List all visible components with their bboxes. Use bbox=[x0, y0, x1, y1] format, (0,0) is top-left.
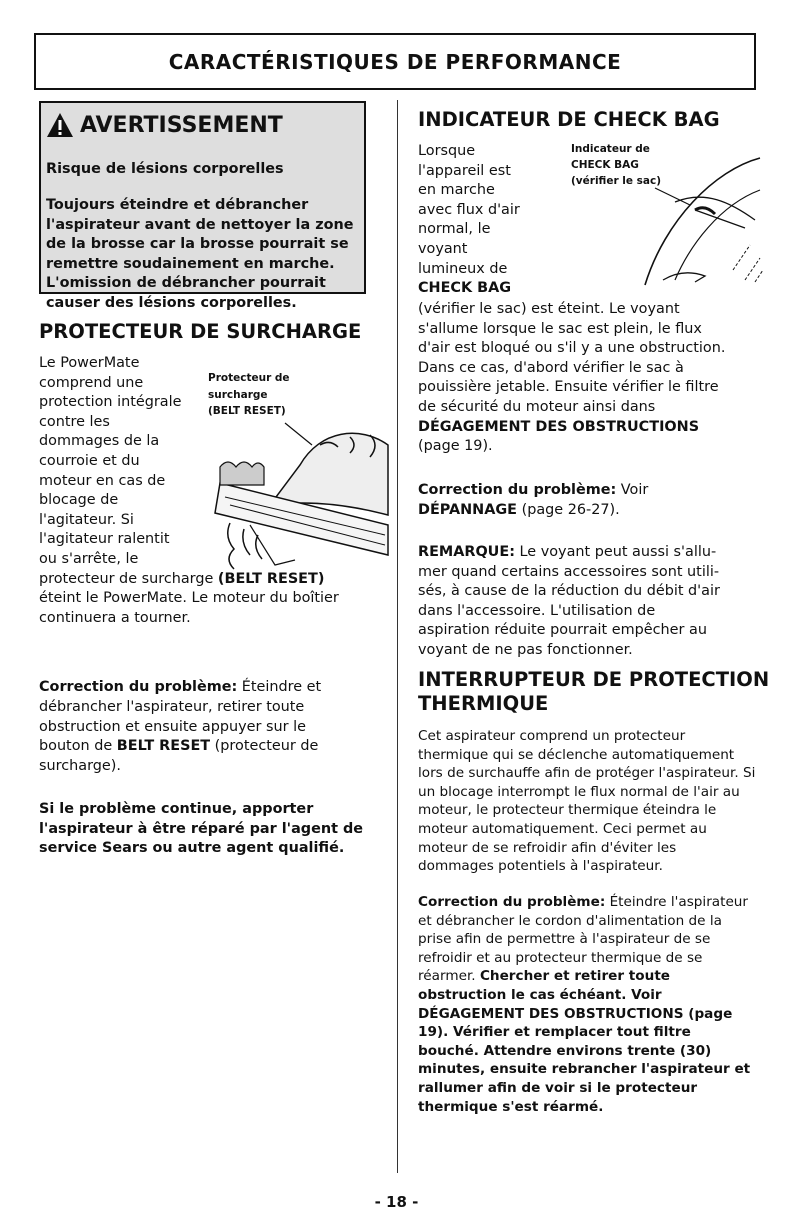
surcharge-text: protecteur de surcharge bbox=[39, 570, 218, 587]
correction-line bbox=[418, 501, 768, 521]
checkbag-line: normal, le bbox=[418, 221, 491, 238]
surcharge-line: éteint le PowerMate. Le moteur du boîtier bbox=[39, 590, 339, 607]
correction-label: Correction du problème: bbox=[418, 894, 606, 910]
surcharge-line: courroie et du bbox=[39, 452, 140, 469]
correction-label: Correction du problème: bbox=[418, 482, 617, 498]
surcharge-persist: Si le problème continue, apporter l'aspirateur à être réparé par l'agent de service Sears ou autre agent qualifié. bbox=[39, 801, 364, 857]
warning-title-text: AVERTISSEMENT bbox=[80, 112, 283, 138]
surcharge-line: l'agitateur ralentit bbox=[39, 531, 170, 548]
correction-line: obstruction et ensuite appuyer sur le bbox=[39, 718, 306, 735]
surcharge-heading: PROTECTEUR DE SURCHARGE bbox=[39, 320, 362, 343]
caption-line: Protecteur de bbox=[208, 372, 290, 384]
page-number: - 18 - bbox=[374, 1193, 419, 1211]
column-divider bbox=[397, 100, 398, 1173]
checkbag-body bbox=[418, 300, 768, 457]
remark-text: Le voyant peut aussi s'allu- bbox=[514, 544, 717, 560]
surcharge-correction bbox=[39, 678, 369, 698]
thermal-heading-line: INTERRUPTEUR DE PROTECTION bbox=[418, 668, 770, 691]
caption-line: surcharge bbox=[208, 389, 268, 401]
remark-line: voyant de ne pas fonctionner. bbox=[418, 641, 633, 658]
checkbag-line: en marche bbox=[418, 182, 495, 199]
correction-line bbox=[39, 737, 369, 757]
correction-bold-text: Chercher et retirer toute obstruction le cas échéant. Voir DÉGAGEMENT DES OBSTRUCTIONS (page 19). Vérifier et remplacer tout filtre bouché. Attendre environs trente (30) minutes, ensuite rebrancher l'aspirateur et rallumer afin de voir si le protecteur thermique s'est réarmé. bbox=[418, 968, 751, 1115]
warning-body: Toujours éteindre et débrancher l'aspirateur avant de nettoyer la zone de la brosse car la brosse pourrait se remettre soudainement en marche. L'omission de débrancher pourrait causer des lésions corporelles. bbox=[46, 197, 354, 311]
check-bag-illustration bbox=[555, 150, 765, 295]
surcharge-line: l'agitateur. Si bbox=[39, 511, 134, 528]
surcharge-line: ou s'arrête, le bbox=[39, 550, 139, 567]
remark-line bbox=[418, 543, 778, 563]
correction-text: (protecteur de bbox=[210, 738, 319, 755]
correction-line bbox=[418, 481, 768, 501]
correction-label: Correction du problème: bbox=[39, 679, 238, 695]
checkbag-line: l'appareil est bbox=[418, 162, 511, 179]
remark-line: sés, à cause de la réduction du débit d'air bbox=[418, 583, 720, 600]
checkbag-line: Lorsque bbox=[418, 143, 476, 159]
caption-line: (vérifier le sac) bbox=[571, 175, 662, 187]
correction-text: Voir bbox=[616, 482, 649, 498]
thermal-body: Cet aspirateur comprend un protecteur thermique qui se déclenche automatiquement lors de surchauffe afin de protéger l'aspirateur. Si un blocage interrompt le flux normal de l'air au moteur, le protecteur thermique éteindra le moteur automatiquement. Ceci permet au moteur de se refroidir afin d'éviter les dommages potentiels à l'aspirateur. bbox=[418, 728, 756, 875]
checkbag-remark bbox=[418, 543, 778, 661]
surcharge-correction-body bbox=[39, 698, 369, 776]
correction-line: débrancher l'aspirateur, retirer toute bbox=[39, 699, 305, 715]
checkbag-line: voyant bbox=[418, 240, 468, 257]
surcharge-line: blocage de bbox=[39, 492, 119, 509]
surcharge-line: dommages de la bbox=[39, 433, 160, 450]
checkbag-line: d'air est bloqué ou s'il y a une obstruction. bbox=[418, 340, 726, 357]
page-title: CARACTÉRISTIQUES DE PERFORMANCE bbox=[168, 49, 622, 74]
surcharge-line: Le PowerMate bbox=[39, 355, 140, 371]
belt-reset-term: (BELT RESET) bbox=[217, 570, 325, 587]
powermate-illustration bbox=[200, 405, 390, 590]
checkbag-line: Dans ce cas, d'abord vérifier le sac à bbox=[418, 359, 684, 376]
caption-line: CHECK BAG bbox=[571, 159, 639, 171]
checkbag-line: avec flux d'air bbox=[418, 201, 520, 218]
remark-line: aspiration réduite pourrait empêcher au bbox=[418, 622, 707, 639]
correction-text: Éteindre et bbox=[237, 679, 322, 695]
checkbag-heading: INDICATEUR DE CHECK BAG bbox=[418, 108, 720, 131]
warning-title bbox=[46, 112, 283, 138]
remark-line: dans l'accessoire. L'utilisation de bbox=[418, 602, 656, 619]
depannage-term: DÉPANNAGE bbox=[418, 501, 518, 518]
remark-label: REMARQUE: bbox=[418, 544, 515, 560]
warning-triangle-icon bbox=[46, 112, 74, 138]
surcharge-line: contre les bbox=[39, 413, 110, 430]
remark-line: mer quand certains accessoires sont utili- bbox=[418, 563, 720, 580]
checkbag-line: pouissière jetable. Ensuite vérifier le filtre bbox=[418, 379, 719, 396]
checkbag-line: de sécurité du moteur ainsi dans bbox=[418, 398, 656, 415]
caption-line: Indicateur de bbox=[571, 143, 650, 155]
checkbag-line: DÉGAGEMENT DES OBSTRUCTIONS bbox=[418, 418, 700, 435]
checkbag-correction bbox=[418, 481, 768, 520]
checkbag-line: (vérifier le sac) est éteint. Le voyant bbox=[418, 301, 680, 317]
correction-text: (page 26-27). bbox=[517, 501, 620, 518]
belt-reset-term: BELT RESET bbox=[116, 738, 211, 755]
surcharge-line: moteur en cas de bbox=[39, 472, 166, 489]
page-title-box bbox=[34, 33, 756, 90]
checkbag-line: (page 19). bbox=[418, 438, 493, 455]
thermal-correction bbox=[418, 893, 756, 1116]
warning-risk: Risque de lésions corporelles bbox=[46, 161, 284, 177]
thermal-heading bbox=[418, 668, 778, 716]
checkbag-intro bbox=[418, 142, 548, 299]
correction-text: bouton de bbox=[39, 738, 117, 755]
checkbag-line: lumineux de bbox=[418, 260, 508, 277]
surcharge-line: continuera a tourner. bbox=[39, 609, 191, 626]
checkbag-line: s'allume lorsque le sac est plein, le flux bbox=[418, 320, 702, 337]
correction-text: Éteindre l'aspirateur et débrancher le cordon d'alimentation de la prise afin de permettre à l'aspirateur de se refroidir et au protecteur thermique de se réarmer. bbox=[418, 894, 749, 985]
surcharge-line: comprend une bbox=[39, 374, 144, 391]
correction-line: surcharge). bbox=[39, 757, 121, 774]
checkbag-line: CHECK BAG bbox=[418, 280, 512, 297]
surcharge-line: protection intégrale bbox=[39, 394, 182, 411]
thermal-heading-line: THERMIQUE bbox=[418, 692, 549, 715]
caption-line: (BELT RESET) bbox=[208, 405, 286, 417]
